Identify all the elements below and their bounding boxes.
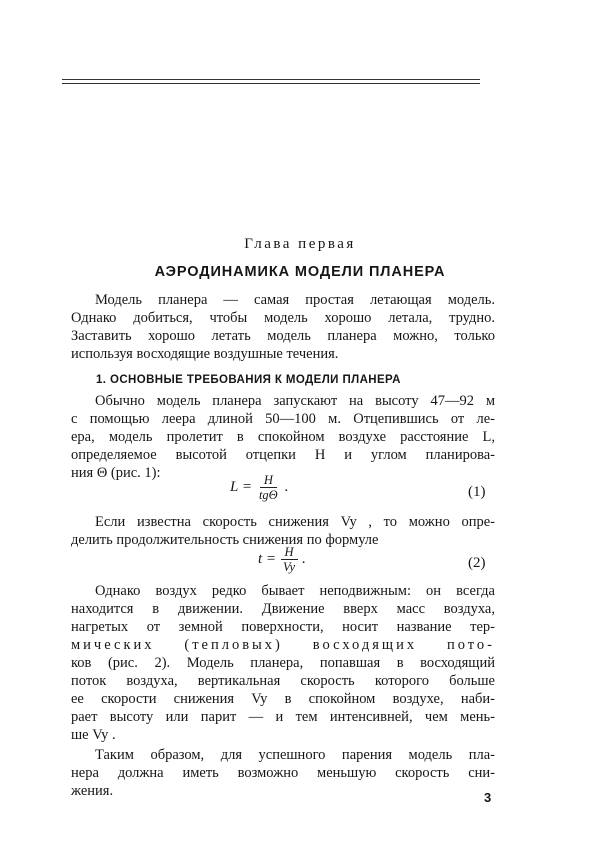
para1-line: определяемое высотой отцепки H и углом планирова- [71,447,495,463]
formula-1-number: (1) [468,484,486,500]
para3-line: ее скорости снижения Vy в спокойном воздухе, наби- [71,691,495,707]
para3-line: находится в движении. Движение вверх масс воздуха, [71,601,495,617]
para2-line: Если известна скорость снижения Vy , то можно опре- [95,514,495,530]
para4-line: нера должна иметь возможно меньшую скорость сни- [71,765,495,781]
intro-line: Модель планера — самая простая летающая модель. [95,292,495,308]
formula-2-numerator: H [281,545,298,560]
formula-2-denominator: Vy [283,560,296,574]
header-rule-bottom [62,83,480,84]
para3-line: ков (рис. 2). Модель планера, попавшая в восходящий [71,655,495,671]
para3-line: рает высоту или парит — и тем интенсивней, чем мень- [71,709,495,725]
formula-1-denominator: tgΘ [258,488,278,502]
formula-2-lhs: t = [258,551,277,567]
para2-line: делить продолжительность снижения по формуле [71,532,379,548]
formula-1-fraction [255,473,282,502]
para1-line: ния Θ (рис. 1): [71,465,161,481]
intro-line: используя восходящие воздушные течения. [71,346,339,362]
formula-2-fraction [279,545,299,574]
chapter-label: Глава первая [244,236,356,252]
formula-1-tail: . [284,479,289,495]
para4-line: Таким образом, для успешного парения модель пла- [95,747,495,763]
para1-line: ера, модель пролетит в спокойном воздухе расстояние L, [71,429,495,445]
formula-1-lhs: L = [230,479,252,495]
formula-2 [258,545,306,574]
formula-2-number: (2) [468,555,486,571]
section-title: 1. ОСНОВНЫЕ ТРЕБОВАНИЯ К МОДЕЛИ ПЛАНЕРА [96,374,401,386]
intro-line: Заставить хорошо летать модель планера можно, только [71,328,495,344]
para3-line: нагретых от земной поверхности, носит название тер- [71,619,495,635]
para1-line: с помощью леера длиной 50—100 м. Отцепившись от ле- [71,411,495,427]
page-number: 3 [484,790,492,805]
formula-1-numerator: H [260,473,277,488]
intro-line: Однако добиться, чтобы модель хорошо летала, трудно. [71,310,495,326]
header-rule-top [62,79,480,80]
para3-line: ше Vy . [71,727,116,743]
para3-line: Однако воздух редко бывает неподвижным: он всегда [95,583,495,599]
formula-2-tail: . [302,551,306,567]
para4-line: жения. [71,783,114,799]
para1-line: Обычно модель планера запускают на высоту 47—92 м [95,393,495,409]
chapter-title: АЭРОДИНАМИКА МОДЕЛИ ПЛАНЕРА [154,264,446,280]
formula-1 [230,473,288,502]
para3-line: поток воздуха, вертикальная скорость которого больше [71,673,495,689]
para3-line: мических (тепловых) восходящих пото- [71,637,495,653]
